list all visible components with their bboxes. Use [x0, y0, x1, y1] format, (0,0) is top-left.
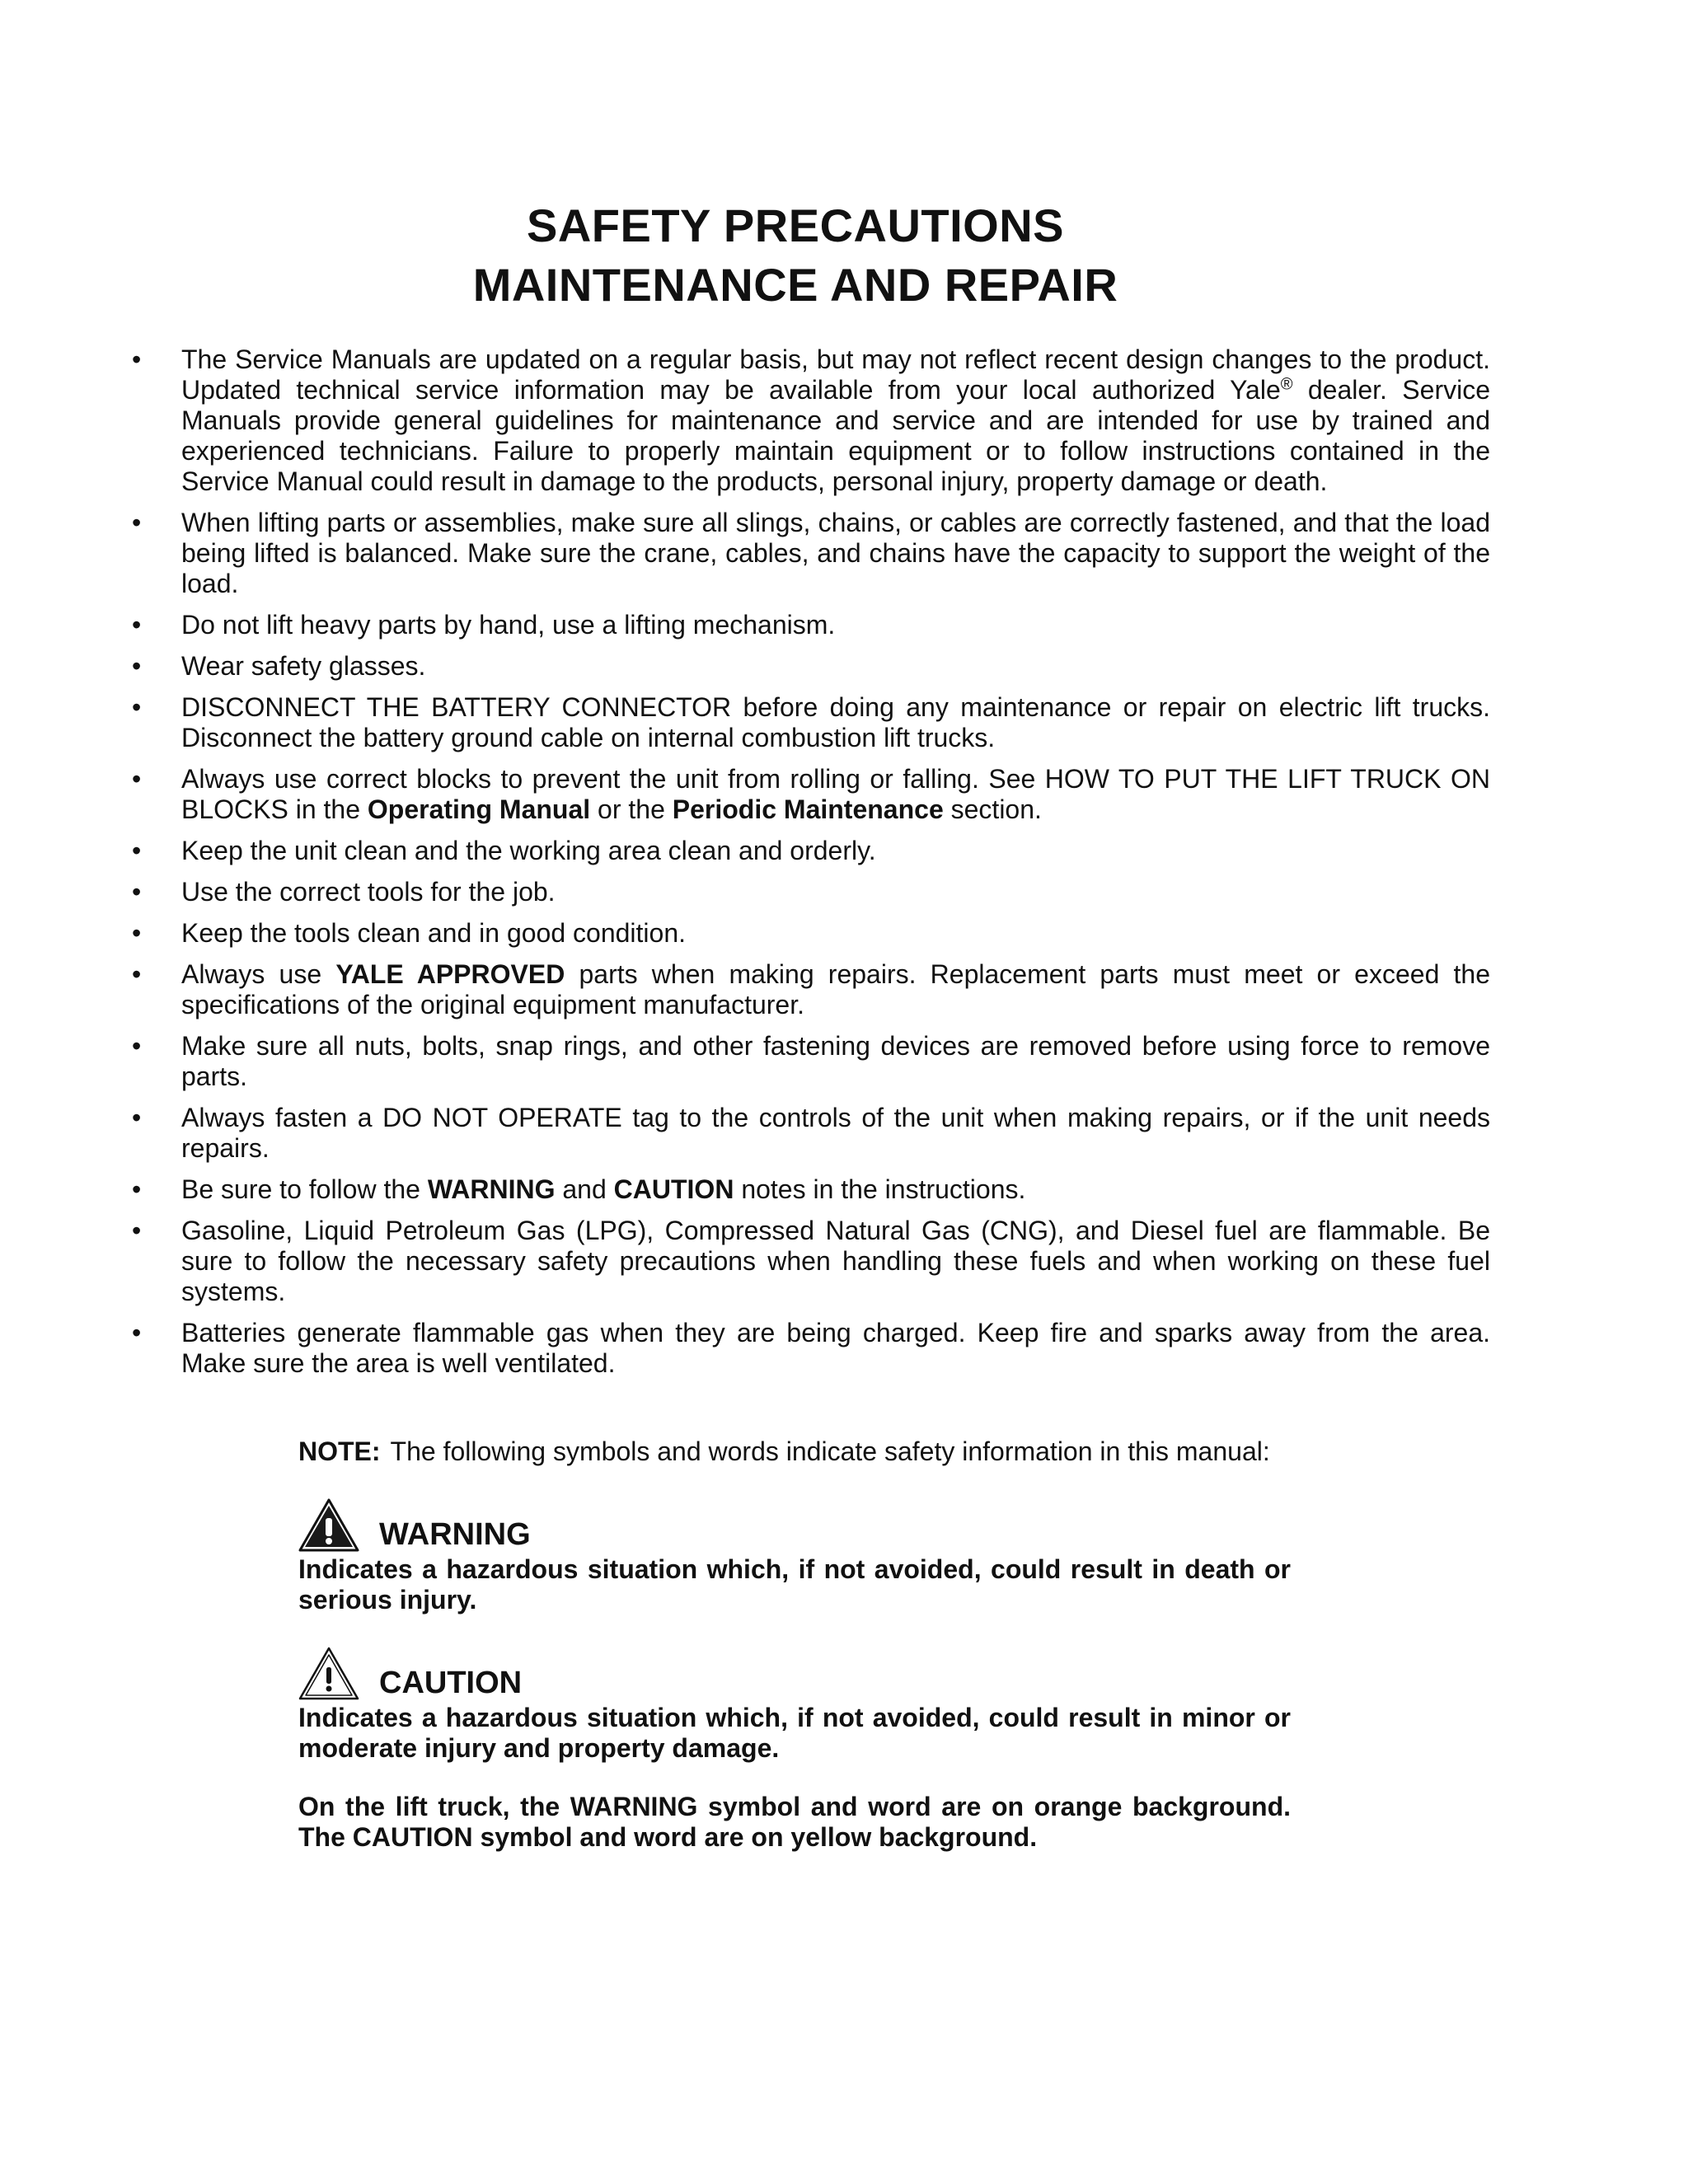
bullet-marker: •	[132, 508, 142, 537]
periodic-maintenance-ref: Periodic Maintenance	[672, 794, 944, 824]
list-item: • Use the correct tools for the job.	[132, 877, 556, 907]
warning-triangle-filled-icon	[298, 1498, 359, 1553]
list-item: • Keep the tools clean and in good condition.	[132, 918, 687, 948]
title-line-2: MAINTENANCE AND REPAIR	[472, 259, 1118, 311]
list-item: • Keep the unit clean and the working area clean and orderly.	[132, 836, 876, 865]
bullet-marker: •	[132, 836, 142, 865]
caution-word: CAUTION	[379, 1666, 523, 1700]
registered-mark: ®	[1280, 375, 1293, 394]
list-item: • Always use YALE APPROVED parts when making repairs. Replacement parts must meet or exceed the specifications of the original equipment manufacturer.	[132, 959, 1491, 1019]
bullet-marker: •	[132, 959, 142, 989]
page-title	[0, 196, 1591, 315]
list-item: • Make sure all nuts, bolts, snap rings, and other fastening devices are removed before using force to remove parts.	[132, 1031, 1490, 1091]
bullet-marker: •	[132, 1174, 142, 1204]
bullet-marker: •	[132, 1031, 142, 1061]
list-item: • Always fasten a DO NOT OPERATE tag to the controls of the unit when making repairs, or if the unit needs repairs.	[132, 1103, 1490, 1163]
bullet-marker: •	[132, 692, 142, 722]
note-text: The following symbols and words indicate safety information in this manual:	[390, 1436, 1270, 1466]
bullet-marker: •	[132, 764, 142, 794]
bullet-marker: •	[132, 1103, 142, 1132]
safety-symbols-section	[298, 1436, 1291, 1853]
note-label: NOTE:	[298, 1436, 381, 1466]
note-paragraph	[298, 1436, 1291, 1467]
operating-manual-ref: Operating Manual	[367, 794, 591, 824]
warning-description: Indicates a hazardous situation which, if not avoided, could result in death or serious injury.	[298, 1554, 1291, 1615]
bullet-marker: •	[132, 651, 142, 681]
warning-keyword: WARNING	[427, 1174, 556, 1204]
bullet-marker: •	[132, 1216, 142, 1245]
title-line-1: SAFETY PRECAUTIONS	[526, 199, 1065, 251]
warning-word: WARNING	[379, 1517, 531, 1552]
bullet-marker: •	[132, 344, 142, 374]
list-item: • Always use correct blocks to prevent the unit from rolling or falling. See HOW TO PUT THE LIFT TRUCK ON BLOCKS in the Operating Manual or the Periodic Maintenance section.	[132, 764, 1490, 824]
list-item: • The Service Manuals are updated on a regular basis, but may not reflect recent design changes to the product. Updated technical service information may be available from your local authorized Yale® dealer. Service Manuals provide general guidelines for maintenance and service and are intended for use by trained and experienced technicians. Failure to properly maintain equipment or to follow instructions contained in the Service Manual could result in damage to the products, personal injury, property damage or death.	[132, 344, 1491, 496]
list-item: • When lifting parts or assemblies, make sure all slings, chains, or cables are correctly fastened, and that the load being lifted is balanced. Make sure the crane, cables, and chains have the capacity to support the weight of the load.	[132, 508, 1490, 598]
bullet-marker: •	[132, 610, 142, 640]
caution-description: Indicates a hazardous situation which, if not avoided, could result in minor or moderate injury and property damage.	[298, 1703, 1291, 1763]
caution-heading	[298, 1643, 1291, 1701]
background-color-note: On the lift truck, the WARNING symbol and word are on orange background. The CAUTION symbol and word are on yellow background.	[298, 1792, 1291, 1852]
list-item: • Batteries generate flammable gas when they are being charged. Keep fire and sparks away from the area. Make sure the area is well ventilated.	[132, 1318, 1490, 1378]
bullet-marker: •	[132, 1318, 142, 1347]
list-item: • Wear safety glasses.	[132, 651, 426, 681]
caution-keyword: CAUTION	[613, 1174, 734, 1204]
list-item: • Be sure to follow the WARNING and CAUTION notes in the instructions.	[132, 1174, 1026, 1204]
list-item: • Gasoline, Liquid Petroleum Gas (LPG), Compressed Natural Gas (CNG), and Diesel fuel are flammable. Be sure to follow the necessary safety precautions when handling these fuels and when working on these fuel systems.	[132, 1216, 1490, 1306]
bullet-marker: •	[132, 918, 142, 948]
list-item: • Do not lift heavy parts by hand, use a lifting mechanism.	[132, 610, 836, 640]
yale-approved-text: YALE APPROVED	[335, 959, 565, 989]
safety-precautions-list	[132, 344, 1490, 1390]
list-item: • DISCONNECT THE BATTERY CONNECTOR before doing any maintenance or repair on electric lift trucks. Disconnect the battery ground cable on internal combustion lift trucks.	[132, 692, 1490, 752]
warning-heading	[298, 1495, 1291, 1553]
caution-triangle-outline-icon	[298, 1647, 359, 1701]
bullet-marker: •	[132, 877, 142, 907]
